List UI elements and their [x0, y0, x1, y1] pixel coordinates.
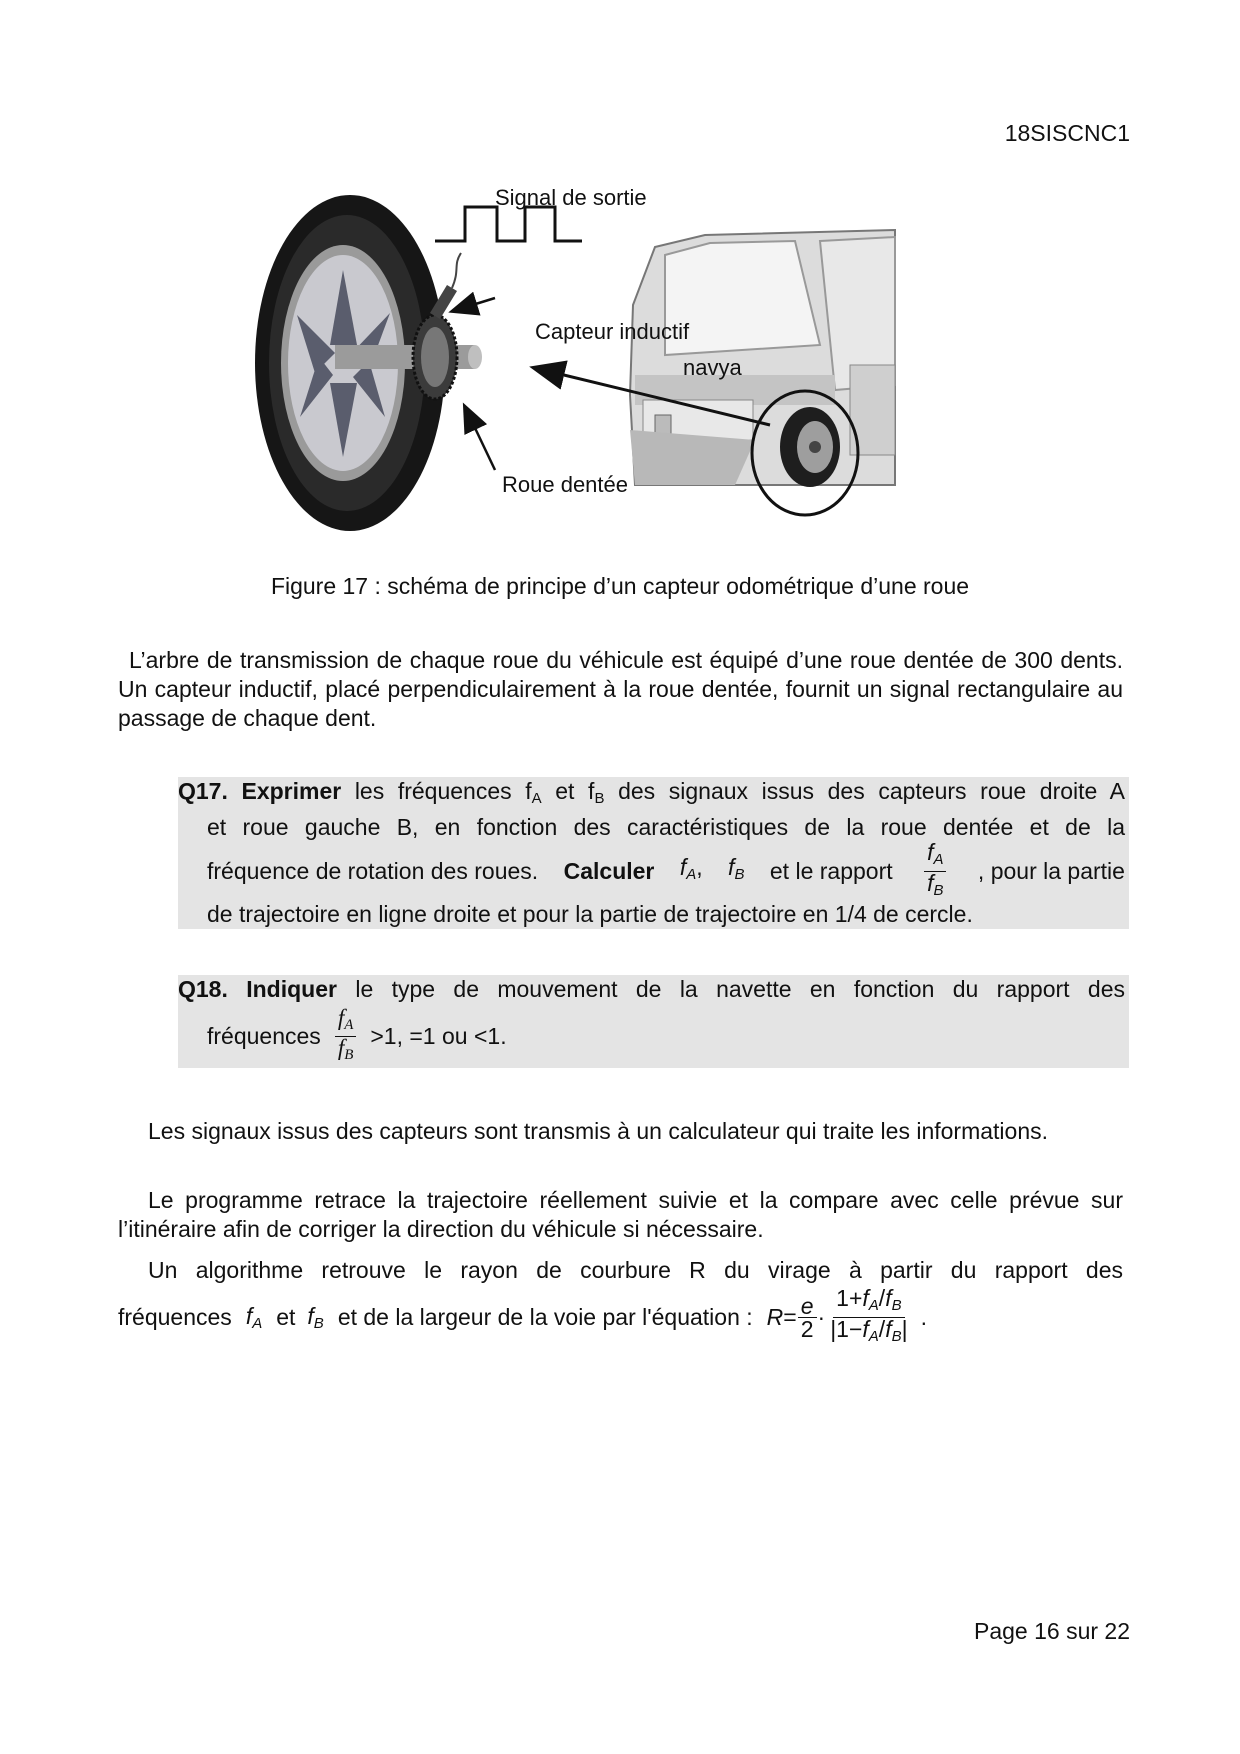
q17-text-3c: , pour la partie	[977, 857, 1125, 884]
label-inductive-sensor: Capteur inductif	[535, 319, 690, 344]
intro-paragraph: L’arbre de transmission de chaque roue du véhicule est équipé d’une roue dentée de 300 dents. Un capteur inductif, placé perpendiculairement à la roue dentée, fournit un signal rectangulaire au passage de chaque dent.	[118, 647, 1123, 731]
sub-a: A	[531, 790, 542, 807]
eq-fb: $f_B$	[307, 1302, 324, 1332]
q18-text-1: le type de mouvement de la navette en fonction du rapport des	[355, 976, 1125, 1002]
q17-fa: $f_A$,	[679, 854, 703, 883]
arrow-gear	[465, 407, 495, 470]
q18-ratio-fraction: $\frac{f_A}{f_B}$	[335, 1007, 357, 1066]
q17-text-2: des signaux issus des capteurs roue droite A	[618, 778, 1126, 804]
q18-line-2	[178, 1004, 1129, 1068]
wheel-illustration	[255, 195, 482, 531]
q18-text-2a: fréquences	[207, 1022, 321, 1049]
q17-verb-exprimer: Exprimer	[241, 778, 342, 804]
q17-text-1: les fréquences f	[354, 778, 532, 804]
eq-text-et: et	[276, 1303, 296, 1330]
figure-odometric-sensor	[235, 185, 1010, 545]
q17-text-3a: fréquence de rotation des roues.	[207, 857, 539, 884]
q17-line-2: et roue gauche B, en fonction des caractéristiques de la roue dentée et de la	[207, 814, 1125, 840]
paragraph-signals: Les signaux issus des capteurs sont transmis à un calculateur qui traite les informations.	[148, 1118, 1048, 1144]
document-code: 18SISCNC1	[1004, 120, 1130, 146]
paragraph-program: Le programme retrace la trajectoire réellement suivie et la compare avec celle prévue sur l’itinéraire afin de corriger la direction du véhicule si nécessaire.	[118, 1187, 1123, 1242]
eq-fa: $f_A$	[245, 1302, 263, 1332]
q18-verb-indiquer: Indiquer	[246, 976, 337, 1002]
output-signal-waveform	[435, 207, 582, 241]
q18-number: Q18.	[178, 976, 228, 1002]
q17-verb-calculer: Calculer	[563, 857, 655, 884]
figure-illustration	[235, 185, 1010, 545]
label-gear-wheel: Roue dentée	[502, 472, 628, 497]
q17-ratio-fraction: $\frac{f_A}{f_B}$	[924, 841, 946, 902]
q17-line-1	[178, 777, 1129, 813]
label-output-signal: Signal de sortie	[495, 185, 647, 210]
question-box-q18	[178, 975, 1129, 1068]
bus-brand-logo: navya	[683, 355, 742, 380]
page-number: Page 16 sur 22	[973, 1618, 1130, 1644]
q18-text-2b: >1, =1 ou <1.	[370, 1022, 507, 1049]
arrow-sensor	[453, 298, 495, 311]
q17-line-4: de trajectoire en ligne droite et pour la partie de trajectoire en 1/4 de cercle.	[207, 901, 973, 927]
q17-text-3b: et le rapport	[769, 857, 893, 884]
paragraph-equation-line	[118, 1284, 927, 1347]
q17-fb: $f_B$	[728, 854, 745, 883]
figure-caption: Figure 17 : schéma de principe d’un capteur odométrique d’une roue	[270, 573, 970, 599]
curvature-radius-equation: R = $\frac{e}{2}$ · $\frac{1+f_A/f_B}{|1-f_A/f_B|}$ .	[766, 1284, 927, 1345]
shuttle-bus-illustration	[630, 230, 895, 487]
eq-text-largeur: et de la largeur de la voie par l'équation :	[337, 1303, 753, 1330]
eq-text-frequences: fréquences	[118, 1303, 232, 1330]
q17-line-3	[178, 838, 1129, 900]
paragraph-algorithm: Un algorithme retrouve le rayon de courbure R du virage à partir du rapport des	[148, 1257, 1123, 1283]
q17-text-et: et f	[555, 778, 595, 804]
q17-number: Q17.	[178, 778, 228, 804]
q18-line-1	[178, 975, 1129, 1004]
sub-b: B	[594, 790, 605, 807]
question-box-q17	[178, 777, 1129, 929]
